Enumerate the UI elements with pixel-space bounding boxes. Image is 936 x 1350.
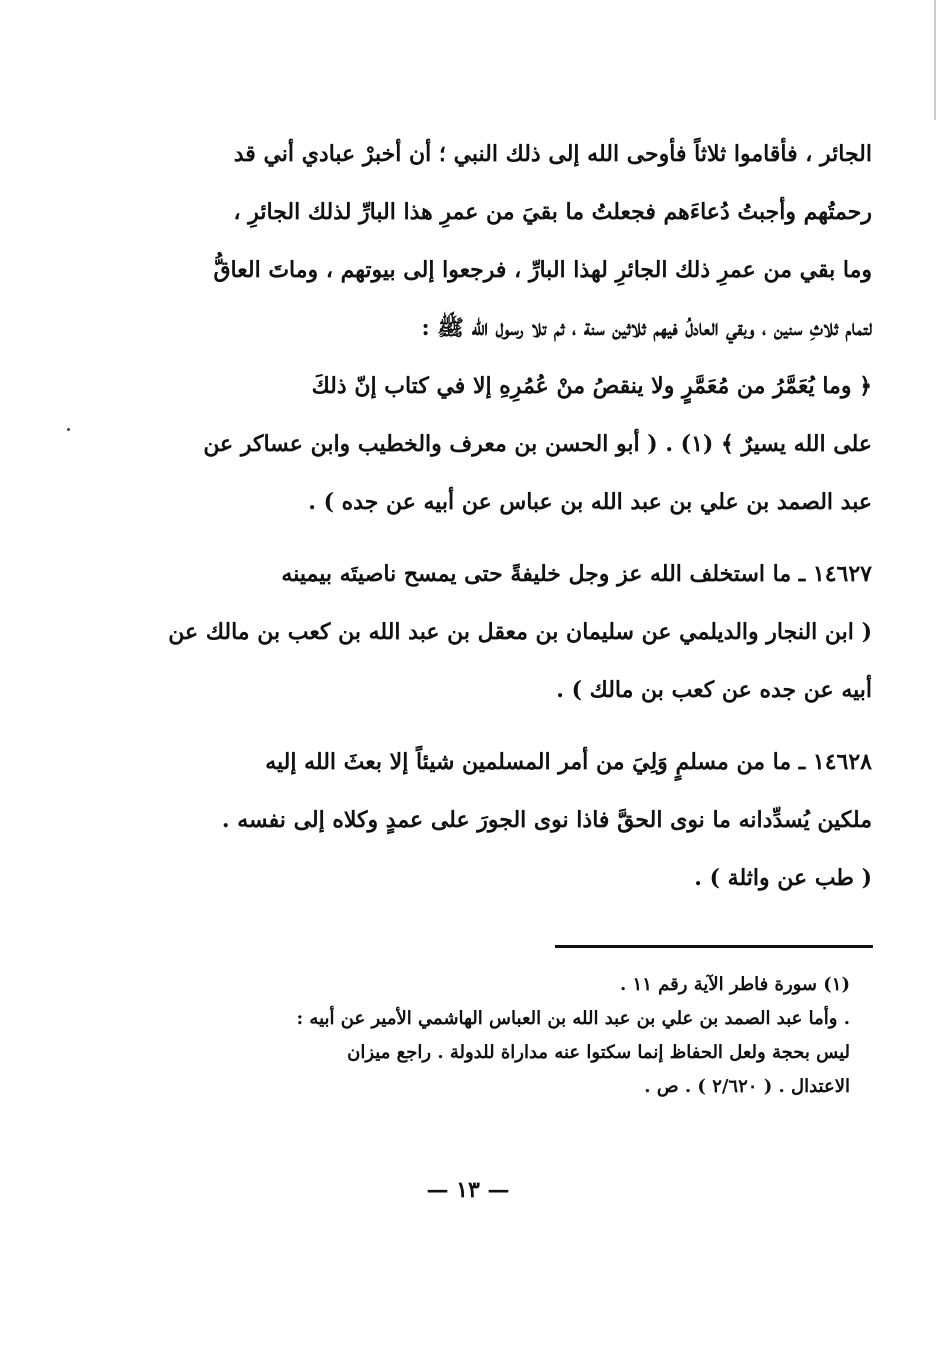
text-line: ١٤٦٢٨ ـ ما من مسلمٍ وَلِيَ من أمر المسلمين شيئاً إلا بعثَ الله إليه bbox=[265, 749, 872, 775]
main-text bbox=[150, 125, 872, 907]
text-line: رحمتُهم وأجبتُ دُعاءَهم فجعلتُ ما بقيَ من عمرِ هذا البارِّ لذلك الجائرِ ، bbox=[233, 199, 872, 225]
footnote-line: الاعتدال . ( ٢/٦٢٠ ) . ص . bbox=[644, 1076, 850, 1097]
text-line: عبد الصمد بن علي بن عبد الله بن عباس عن أبيه عن جده ) . bbox=[308, 489, 872, 515]
text-line: ﴿ وما يُعَمَّرُ من مُعَمَّرٍ ولا ينقصُ منْ عُمُرِهِ إلا في كتاب إنّ ذلكَ bbox=[311, 373, 872, 399]
text-line: الجائر ، فأقاموا ثلاثاً فأوحى الله إلى ذلك النبي ؛ أن أخبرْ عبادي أني قد bbox=[233, 141, 872, 167]
footnotes bbox=[160, 968, 850, 1104]
text-line: لتمام ثلاثِ سنين ، وبقي العادلُ فيهم ثلاثين سنة ، ثم تلا رسول الله ﷺ : bbox=[421, 315, 872, 341]
text-line: وما بقي من عمرِ ذلك الجائرِ لهذا البارِّ ، فرجعوا إلى بيوتهم ، وماتَ العاقُّ bbox=[213, 257, 872, 283]
footnote-line: (١) سورة فاطر الآية رقم ١١ . bbox=[620, 974, 850, 995]
paragraph-gap bbox=[150, 719, 872, 733]
text-line: أبيه عن جده عن كعب بن مالك ) . bbox=[556, 677, 872, 703]
hadith-14628-paragraph bbox=[150, 733, 872, 907]
text-line: ( ابن النجار والديلمي عن سليمان بن معقل بن عبد الله بن كعب بن مالك عن bbox=[168, 619, 872, 645]
text-line: على الله يسيرٌ ﴾ (١) . ( أبو الحسن بن معرف والخطيب وابن عساكر عن bbox=[203, 431, 872, 457]
text-line: ملكين يُسدِّدانه ما نوى الحقَّ فاذا نوى الجورَ على عمدٍ وكلاه إلى نفسه . bbox=[221, 807, 872, 833]
page-number: — ١٣ — bbox=[426, 1177, 510, 1203]
footnote-line: ليس بحجة ولعل الحفاظ إنما سكتوا عنه مداراة للدولة . راجع ميزان bbox=[347, 1042, 850, 1063]
paragraph-gap bbox=[150, 531, 872, 545]
footnote-line: . وأما عبد الصمد بن علي بن عبد الله بن العباس الهاشمي الأمير عن أبيه : bbox=[296, 1008, 850, 1029]
hadith-14627-paragraph bbox=[150, 545, 872, 719]
footnote-divider bbox=[555, 945, 873, 948]
text-line: ( طب عن واثلة ) . bbox=[694, 865, 872, 891]
scan-speck bbox=[67, 428, 70, 431]
text-line: ١٤٦٢٧ ـ ما استخلف الله عز وجل خليفةً حتى يمسح ناصيتَه بيمينه bbox=[281, 561, 872, 587]
continued-paragraph bbox=[150, 125, 872, 531]
